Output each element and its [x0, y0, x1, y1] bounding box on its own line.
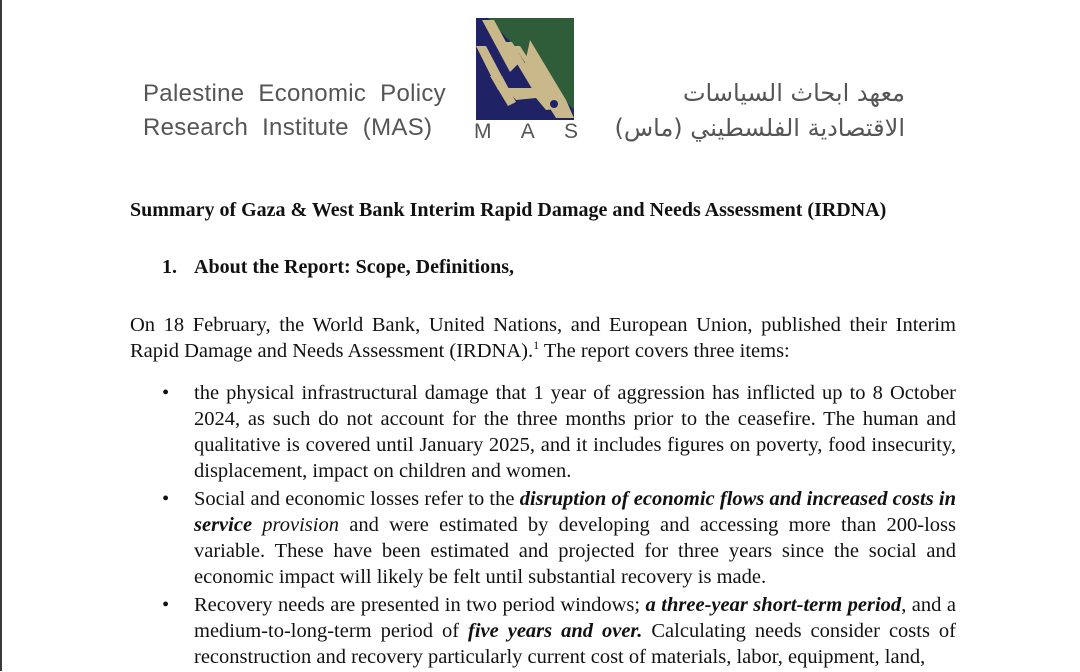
logo-letter: S	[563, 120, 578, 143]
list-item-text: the physical infrastructural damage that 1 year of aggression has inflicted up to 8 October 2024, as such do not account for the three months prior to the ceasefire. The human and qualitative is covered until January 2025, and it includes figures on poverty, food insecurity, displacement, impact on children and women.	[194, 382, 956, 482]
emphasis-text: a three-year short-term period	[645, 594, 902, 616]
list-item	[162, 486, 956, 590]
emphasis-text: disruption of economic flows and increased costs in service	[194, 488, 956, 536]
logo-letter: A	[520, 120, 535, 143]
section-number: 1.	[162, 256, 177, 278]
bullet-icon: •	[162, 382, 170, 404]
section-title: About the Report: Scope, Definitions,	[194, 256, 514, 278]
intro-text-after: The report covers three items:	[539, 340, 790, 362]
list-item-text: Social and economic losses refer to the	[194, 488, 520, 510]
org-name-en-line1: Palestine Economic Policy	[143, 80, 446, 107]
bullet-icon: •	[162, 594, 170, 616]
org-name-arabic	[600, 76, 905, 146]
section-heading	[162, 256, 514, 279]
logo-dot	[550, 100, 558, 108]
list-item	[162, 592, 956, 670]
list-item	[162, 380, 956, 484]
org-name-en-line2: Research Institute (MAS)	[143, 114, 433, 141]
logo-letters	[474, 120, 578, 144]
emphasis-text: five years and over.	[468, 620, 643, 642]
bullet-icon: •	[162, 488, 170, 510]
italic-text: provision	[252, 514, 339, 536]
org-name-english	[143, 77, 446, 145]
footnote-ref[interactable]: 1	[533, 338, 540, 353]
list-item-text: , and a medium-to-long-term period of	[194, 594, 956, 642]
scope-list	[162, 380, 956, 672]
document-title: Summary of Gaza & West Bank Interim Rapid Damage and Needs Assessment (IRDNA)	[130, 199, 887, 221]
logo-letter: M	[474, 120, 492, 143]
list-item-text: Calculating needs consider costs of reconstruction and recovery particularly current cost of materials, labor, equipment, land,	[194, 620, 957, 668]
org-name-ar-line1: معهد ابحاث السياسات	[682, 79, 905, 107]
intro-paragraph	[130, 312, 956, 364]
mas-logo	[476, 18, 574, 120]
list-item-text: and were estimated by developing and accessing more than 200-loss variable. These have been estimated and projected for three years since the social and economic impact will likely be felt until substantial recovery is made.	[194, 514, 956, 588]
list-item-text: Recovery needs are presented in two period windows;	[194, 594, 646, 616]
intro-text: On 18 February, the World Bank, United Nations, and European Union, published their Interim Rapid Damage and Needs Assessment (IRDNA).	[130, 314, 956, 362]
org-name-ar-line2: الاقتصادية الفلسطيني (ماس)	[614, 114, 905, 142]
